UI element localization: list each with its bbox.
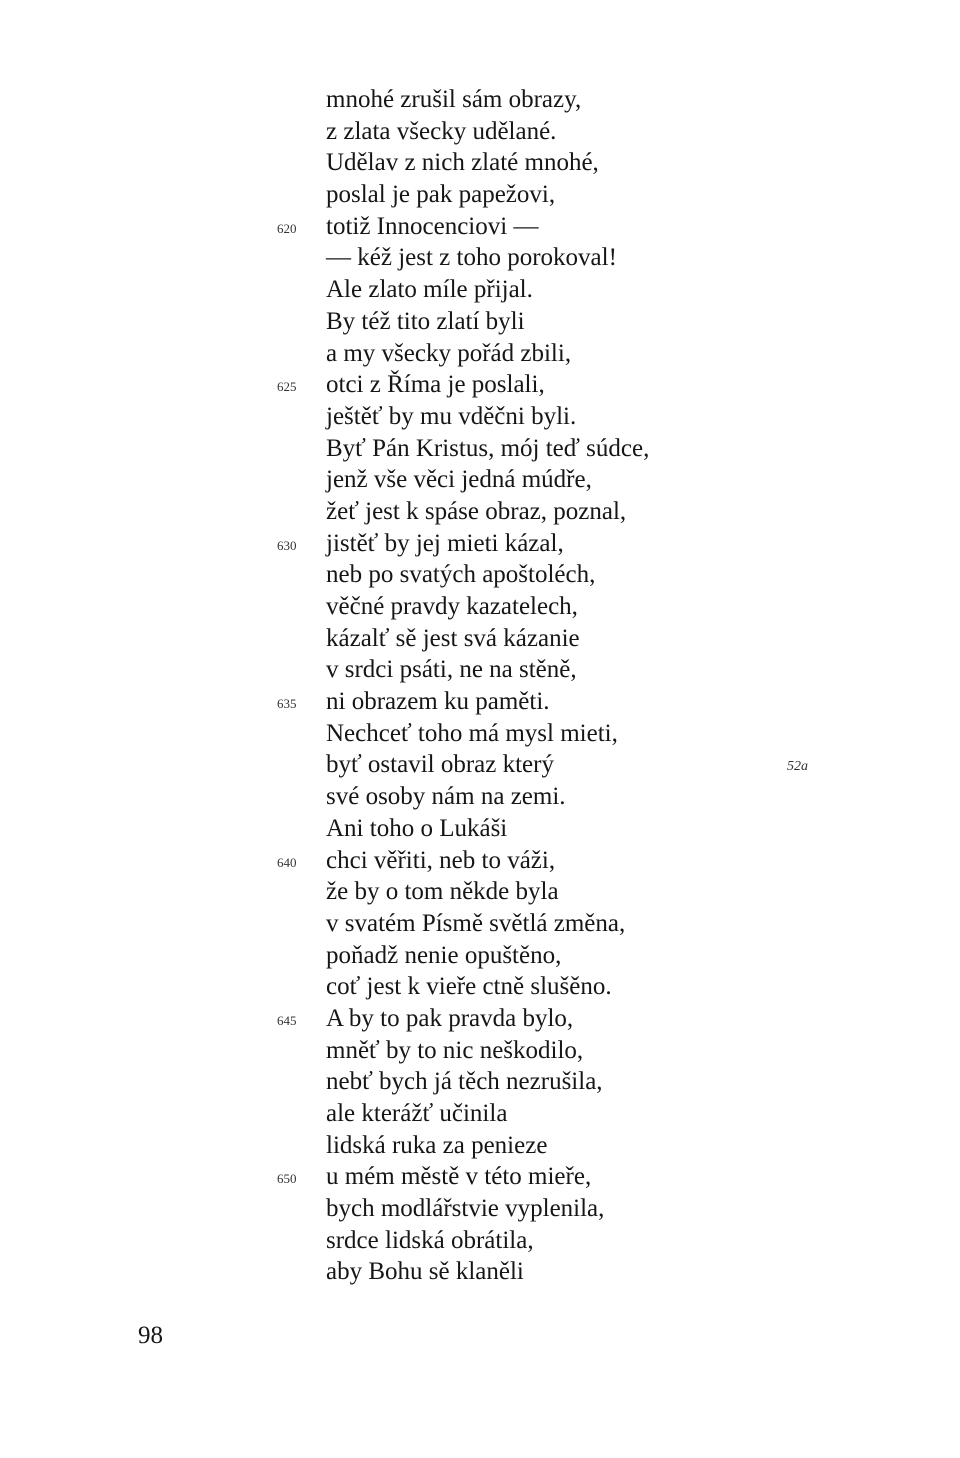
verse-line bbox=[0, 464, 960, 496]
verse-text: své osoby nám na zemi. bbox=[326, 783, 566, 811]
folio-margin-note: 52a bbox=[787, 759, 808, 775]
verse-line bbox=[0, 1035, 960, 1067]
verse-text: bych modlářstvie vyplenila, bbox=[326, 1195, 605, 1223]
verse-line bbox=[0, 528, 960, 560]
line-number: 625 bbox=[277, 379, 297, 395]
verse-line bbox=[0, 401, 960, 433]
verse-text: v svatém Písmě světlá změna, bbox=[326, 909, 626, 937]
verse-text: totiž Innocenciovi — bbox=[326, 212, 539, 240]
line-number: 640 bbox=[277, 854, 297, 870]
verse-text: kázalť sě jest svá kázanie bbox=[326, 624, 580, 652]
verse-line bbox=[0, 749, 960, 781]
verse-text: mnohé zrušil sám obrazy, bbox=[326, 86, 582, 113]
verse-text: A by to pak pravda bylo, bbox=[326, 1004, 574, 1032]
verse-line bbox=[0, 686, 960, 718]
verse-line bbox=[0, 211, 960, 243]
verse-text: poňadž nenie opuštěno, bbox=[326, 941, 562, 969]
verse-text: věčné pravdy kazatelech, bbox=[326, 593, 578, 620]
verse-line bbox=[0, 623, 960, 655]
verse-text: aby Bohu sě klaněli bbox=[326, 1258, 524, 1286]
verse-text: u mém městě v této mieře, bbox=[326, 1163, 592, 1191]
verse-line bbox=[0, 1003, 960, 1035]
verse-text: byť ostavil obraz který bbox=[326, 751, 554, 779]
verse-line bbox=[0, 1161, 960, 1193]
verse-line bbox=[0, 1193, 960, 1225]
verse-text: Nechceť toho má mysl mieti, bbox=[326, 719, 618, 747]
verse-line bbox=[0, 179, 960, 211]
verse-line bbox=[0, 781, 960, 813]
verse-line bbox=[0, 1098, 960, 1130]
poem-text bbox=[0, 84, 960, 1288]
verse-line bbox=[0, 559, 960, 591]
verse-text: a my všecky pořád zbili, bbox=[326, 339, 572, 367]
verse-line bbox=[0, 274, 960, 306]
line-number: 635 bbox=[277, 696, 297, 712]
line-number: 630 bbox=[277, 537, 297, 553]
verse-text: By též tito zlatí byli bbox=[326, 307, 525, 335]
verse-text: ni obrazem ku paměti. bbox=[326, 688, 550, 716]
verse-line bbox=[0, 591, 960, 623]
verse-line bbox=[0, 306, 960, 338]
verse-text: že by o tom někde byla bbox=[326, 878, 559, 906]
verse-line bbox=[0, 1066, 960, 1098]
verse-line bbox=[0, 654, 960, 686]
verse-line bbox=[0, 369, 960, 401]
verse-line bbox=[0, 496, 960, 528]
verse-text: neb po svatých apoštoléch, bbox=[326, 561, 596, 589]
verse-text: — kéž jest z toho porokoval! bbox=[326, 244, 617, 272]
verse-text: jenž vše věci jedná múdře, bbox=[326, 466, 592, 494]
verse-line bbox=[0, 84, 960, 116]
verse-line bbox=[0, 908, 960, 940]
verse-text: nebť bych já těch nezrušila, bbox=[326, 1068, 603, 1096]
verse-line bbox=[0, 147, 960, 179]
verse-text: Ani toho o Lukáši bbox=[326, 814, 508, 842]
verse-line bbox=[0, 813, 960, 845]
verse-text: Ale zlato míle přijal. bbox=[326, 276, 533, 304]
verse-line bbox=[0, 876, 960, 908]
verse-line bbox=[0, 116, 960, 148]
verse-line bbox=[0, 845, 960, 877]
line-number: 620 bbox=[277, 220, 297, 236]
verse-text: z zlata všecky udělané. bbox=[326, 117, 557, 145]
verse-text: chci věřiti, neb to váži, bbox=[326, 846, 556, 874]
line-number: 650 bbox=[277, 1171, 297, 1187]
verse-text: mněť by to nic neškodilo, bbox=[326, 1036, 584, 1064]
verse-text: ale kterážť učinila bbox=[326, 1100, 508, 1127]
verse-line bbox=[0, 338, 960, 370]
verse-text: otci z Říma je poslali, bbox=[326, 371, 545, 399]
verse-text: ještěť by mu vděčni byli. bbox=[326, 402, 577, 430]
verse-line bbox=[0, 1225, 960, 1257]
verse-line bbox=[0, 242, 960, 274]
verse-text: lidská ruka za penieze bbox=[326, 1131, 548, 1159]
verse-line bbox=[0, 940, 960, 972]
verse-text: jistěť by jej mieti kázal, bbox=[326, 529, 564, 557]
verse-text: v srdci psáti, ne na stěně, bbox=[326, 656, 577, 684]
verse-text: poslal je pak papežovi, bbox=[326, 181, 556, 209]
verse-line bbox=[0, 1256, 960, 1288]
verse-text: srdce lidská obrátila, bbox=[326, 1226, 534, 1254]
line-number: 645 bbox=[277, 1012, 297, 1028]
verse-line bbox=[0, 433, 960, 465]
verse-text: Udělav z nich zlaté mnohé, bbox=[326, 149, 599, 177]
page-number: 98 bbox=[138, 1322, 163, 1349]
verse-line bbox=[0, 718, 960, 750]
verse-text: coť jest k vieře ctně slušěno. bbox=[326, 973, 612, 1001]
verse-text: žeť jest k spáse obraz, poznal, bbox=[326, 497, 627, 525]
verse-line bbox=[0, 1130, 960, 1162]
verse-text: Byť Pán Kristus, mój teď súdce, bbox=[326, 434, 650, 462]
verse-line bbox=[0, 971, 960, 1003]
